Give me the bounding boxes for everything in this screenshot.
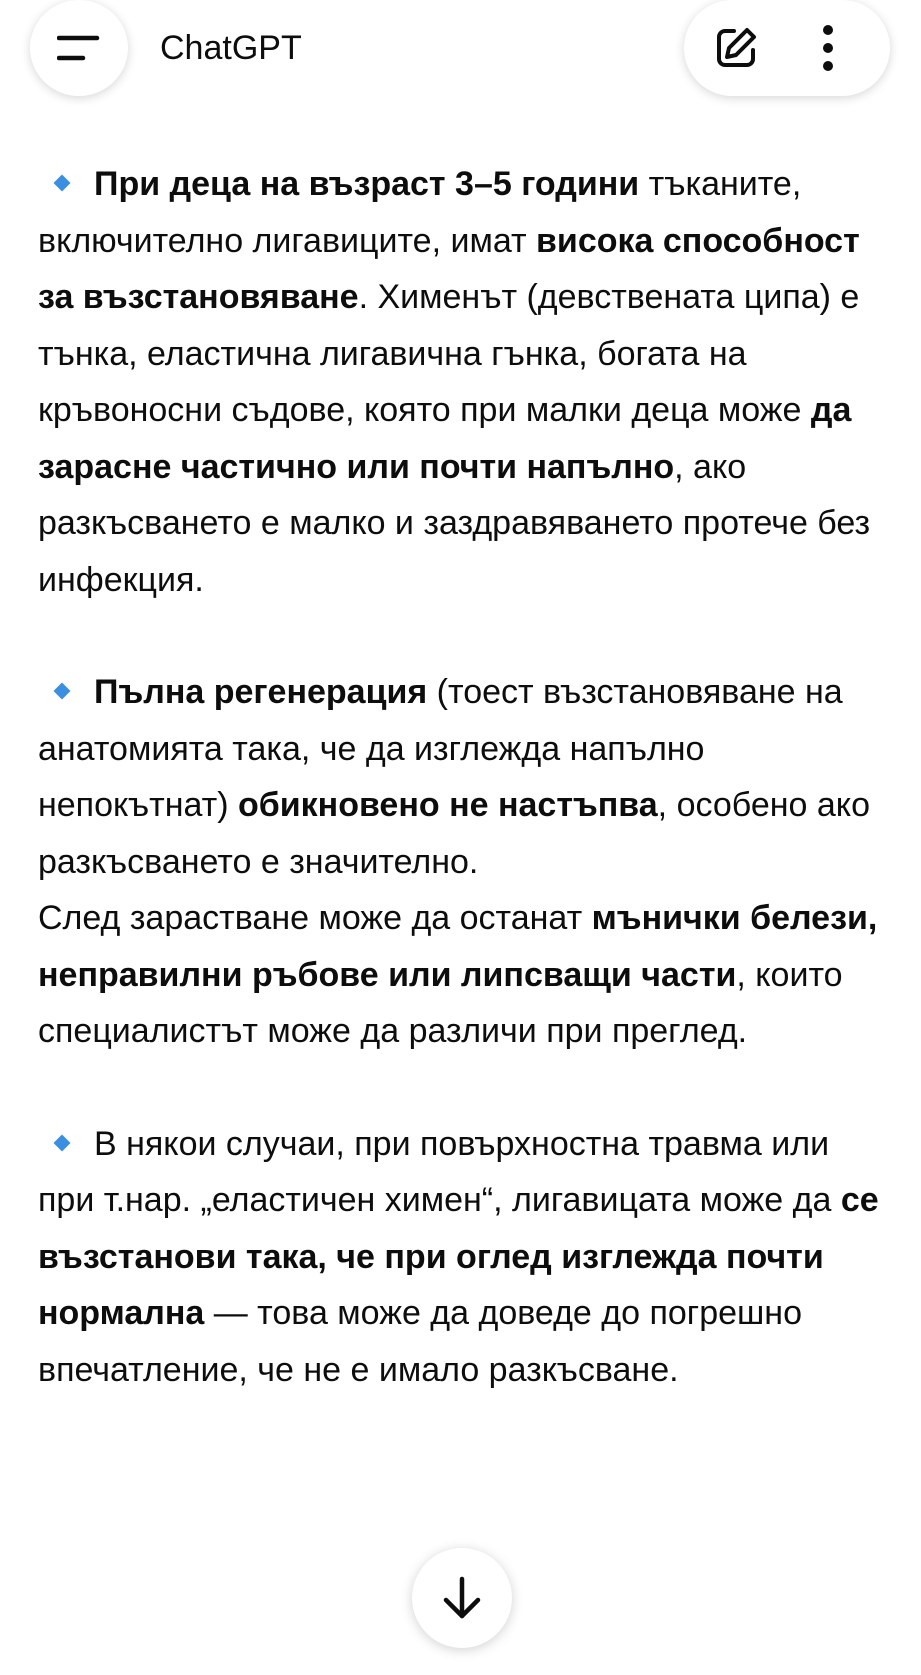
- text: , особено ако разкъсването е значително.: [38, 786, 870, 881]
- edit-icon: [713, 25, 759, 71]
- new-chat-button[interactable]: [706, 18, 766, 78]
- top-bar: [0, 0, 921, 100]
- text: , които специалистът може да различи при преглед.: [38, 955, 843, 1050]
- more-options-button[interactable]: [798, 18, 858, 78]
- diamond-bullet-icon: [54, 175, 71, 192]
- message-paragraph-3: [38, 890, 888, 1060]
- bold-text: да зарасне частично или почти напълно: [38, 391, 852, 486]
- kebab-icon: [821, 24, 835, 72]
- assistant-message: [38, 156, 888, 1398]
- text: — това може да доведе до погрешно впечатление, че не е имало разкъсване.: [38, 1294, 802, 1389]
- text: , ако разкъсването е малко и заздравяването протече без инфекция.: [38, 447, 871, 599]
- bold-text: се възстанови така, че при оглед изглежда почти нормална: [38, 1181, 879, 1332]
- bold-text: Пълна регенерация: [94, 673, 428, 711]
- diamond-bullet-icon: [54, 683, 71, 700]
- message-paragraph-4: [38, 1116, 888, 1399]
- text: . Хименът (девствената ципа) е тънка, еластична лигавична гънка, богата на кръвоносни съдове, която при малки деца може: [38, 278, 860, 429]
- scroll-to-bottom-button[interactable]: [412, 1548, 512, 1648]
- arrow-down-icon: [442, 1576, 482, 1620]
- text: В някои случаи, при повърхностна травма или при т.нар. „еластичен химен“, лигавицата може да: [38, 1124, 841, 1219]
- diamond-bullet-icon: [54, 1134, 71, 1151]
- hamburger-icon: [57, 33, 101, 63]
- text: тъканите, включително лигавиците, имат: [38, 165, 802, 260]
- bold-text: При деца на възраст 3–5 години: [94, 165, 640, 203]
- bold-text: мънички белези, неправилни ръбове или липсващи части: [38, 899, 878, 994]
- app-title: ChatGPT: [160, 29, 302, 67]
- menu-button[interactable]: [30, 0, 128, 96]
- header-actions: [684, 0, 890, 96]
- bold-text: висока способност за възстановяване: [38, 221, 860, 316]
- text: След зарастване може да останат: [38, 899, 592, 937]
- bold-text: обикновено не настъпва: [237, 786, 658, 824]
- message-paragraph-2: [38, 664, 888, 890]
- text: (тоест възстановяване на анатомията така, че да изглежда напълно непокътнат): [38, 673, 843, 824]
- message-paragraph-1: [38, 156, 888, 608]
